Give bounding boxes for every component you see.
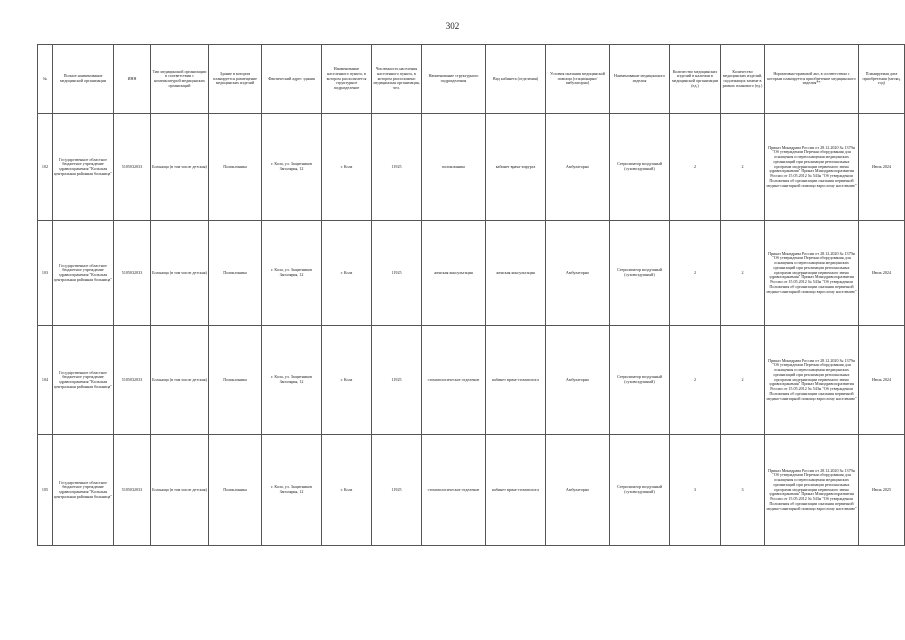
unit: поликлиника (422, 114, 486, 221)
org-name: Государственное областное бюджетное учреждение здравоохранения "Кольская центральная районная больница" (53, 114, 114, 221)
header-cell: Численность населения населенного пункта, в котором расположено медицинская организация, чел. (372, 45, 422, 114)
page-number: 302 (445, 21, 460, 31)
qty-replace: 3 (721, 435, 765, 546)
header-cell: Нормативно-правовой акт, в соответствии с которым планируется приобретение медицинского изделия** (765, 45, 859, 114)
legal-act: Приказ Минздрава России от 28.12.2020 № 1379н "Об утверждении Перечня оборудования для оснащения и переоснащения медицинских организаций при реализации региональных программ модернизации первичного звена здравоохранения" Приказ Минздравсоцразвития России от 15.05.2012 № 543н "Об утверждении Положения об организации оказания первичной медико-санитарной помощи взрослому населению" (765, 435, 859, 546)
legal-act: Приказ Минздрава России от 28.12.2020 № 1379н "Об утверждении Перечня оборудования для оснащения и переоснащения медицинских организаций при реализации региональных программ модернизации первичного звена здравоохранения" Приказ Минздравсоцразвития России от 15.05.2012 № 543н "Об утверждении Положения об организации оказания первичной медико-санитарной помощи взрослому населению" (765, 326, 859, 435)
room-type: кабинет врача-хирурга (486, 114, 546, 221)
org-type: Больница (в том числе детская) (151, 114, 209, 221)
header-cell: Количество медицинских изделий в наличии в медицинской организации (ед.) (670, 45, 721, 114)
table-row (38, 114, 905, 221)
population: 11925 (372, 114, 422, 221)
unit: стоматологическое отделение (422, 435, 486, 546)
device-name: Стерилизатор воздушный (суховоздушный) (610, 326, 670, 435)
org-type: Больница (в том числе детская) (151, 326, 209, 435)
qty-replace: 2 (721, 326, 765, 435)
header-cell: Планируемая дата приобретения (месяц, год) (859, 45, 905, 114)
inn: 5105032033 (114, 435, 151, 546)
header-cell: Здание в котором планируется размещение медицинских изделий (209, 45, 262, 114)
address: г. Кола, ул. Защитников Заполярья, 12 (262, 435, 322, 546)
qty-available: 2 (670, 326, 721, 435)
room-type: женская консультация (486, 221, 546, 326)
row-number: 104 (38, 326, 53, 435)
qty-available: 2 (670, 221, 721, 326)
inn: 5105032033 (114, 326, 151, 435)
address: г. Кола, ул. Защитников Заполярья, 12 (262, 114, 322, 221)
care-conditions: Амбулаторно (546, 326, 610, 435)
header-cell: Наименование структурного подразделения (422, 45, 486, 114)
row-number: 102 (38, 114, 53, 221)
table-row (38, 435, 905, 546)
room-type: кабинет врача-стоматолога (486, 326, 546, 435)
care-conditions: Амбулаторно (546, 221, 610, 326)
room-type: кабинет врача-стоматолога (486, 435, 546, 546)
row-number: 103 (38, 221, 53, 326)
header-cell: Количество медицинских изделий, подлежащих замене в рамках планового (ед.) (721, 45, 765, 114)
qty-replace: 2 (721, 114, 765, 221)
header-cell: Фактический адрес здания (262, 45, 322, 114)
care-conditions: Амбулаторно (546, 114, 610, 221)
building: Поликлиника (209, 435, 262, 546)
building: Поликлиника (209, 221, 262, 326)
purchase-date: Июль 2025 (859, 435, 905, 546)
population: 11925 (372, 326, 422, 435)
header-cell: Наименование медицинского изделия (610, 45, 670, 114)
header-cell: Условия оказания медицинской помощи (стационарно/амбулаторно) (546, 45, 610, 114)
qty-available: 3 (670, 435, 721, 546)
org-type: Больница (в том числе детская) (151, 435, 209, 546)
address: г. Кола, ул. Защитников Заполярья, 12 (262, 221, 322, 326)
org-name: Государственное областное бюджетное учреждение здравоохранения "Кольская центральная районная больница" (53, 326, 114, 435)
population: 11925 (372, 435, 422, 546)
header-row (38, 45, 905, 114)
building: Поликлиника (209, 114, 262, 221)
header-cell: ИНН (114, 45, 151, 114)
inn: 5105032033 (114, 114, 151, 221)
header-cell: Вид кабинета (отделения) (486, 45, 546, 114)
purchase-date: Июль 2024 (859, 114, 905, 221)
settlement: г. Кола (322, 221, 372, 326)
row-number: 105 (38, 435, 53, 546)
qty-available: 2 (670, 114, 721, 221)
unit: женская консультация (422, 221, 486, 326)
population: 11925 (372, 221, 422, 326)
purchase-date: Июль 2024 (859, 326, 905, 435)
header-cell: Наименование населенного пункта, в котором располагается структурное подразделение (322, 45, 372, 114)
org-type: Больница (в том числе детская) (151, 221, 209, 326)
header-cell: Полное наименование медицинской организации (53, 45, 114, 114)
settlement: г. Кола (322, 114, 372, 221)
unit: стоматологическое отделение (422, 326, 486, 435)
qty-replace: 2 (721, 221, 765, 326)
header-cell: Тип медицинской организации в соответствии с номенклатурой медицинских организаций (151, 45, 209, 114)
legal-act: Приказ Минздрава России от 28.12.2020 № 1379н "Об утверждении Перечня оборудования для оснащения и переоснащения медицинских организаций при реализации региональных программ модернизации первичного звена здравоохранения" Приказ Минздравсоцразвития России от 15.05.2012 № 543н "Об утверждении Положения об организации оказания первичной медико-санитарной помощи взрослому населению" (765, 221, 859, 326)
header-cell: № (38, 45, 53, 114)
equipment-table (37, 44, 905, 546)
org-name: Государственное областное бюджетное учреждение здравоохранения "Кольская центральная районная больница" (53, 435, 114, 546)
building: Поликлиника (209, 326, 262, 435)
care-conditions: Амбулаторно (546, 435, 610, 546)
device-name: Стерилизатор воздушный (суховоздушный) (610, 221, 670, 326)
inn: 5105032033 (114, 221, 151, 326)
purchase-date: Июль 2024 (859, 221, 905, 326)
device-name: Стерилизатор воздушный (суховоздушный) (610, 114, 670, 221)
table-row (38, 221, 905, 326)
settlement: г. Кола (322, 435, 372, 546)
settlement: г. Кола (322, 326, 372, 435)
legal-act: Приказ Минздрава России от 28.12.2020 № 1379н "Об утверждении Перечня оборудования для оснащения и переоснащения медицинских организаций при реализации региональных программ модернизации первичного звена здравоохранения" Приказ Минздравсоцразвития России от 15.05.2012 № 543н "Об утверждении Положения об организации оказания первичной медико-санитарной помощи взрослому населению" (765, 114, 859, 221)
device-name: Стерилизатор воздушный (суховоздушный) (610, 435, 670, 546)
org-name: Государственное областное бюджетное учреждение здравоохранения "Кольская центральная районная больница" (53, 221, 114, 326)
address: г. Кола, ул. Защитников Заполярья, 12 (262, 326, 322, 435)
table-row (38, 326, 905, 435)
